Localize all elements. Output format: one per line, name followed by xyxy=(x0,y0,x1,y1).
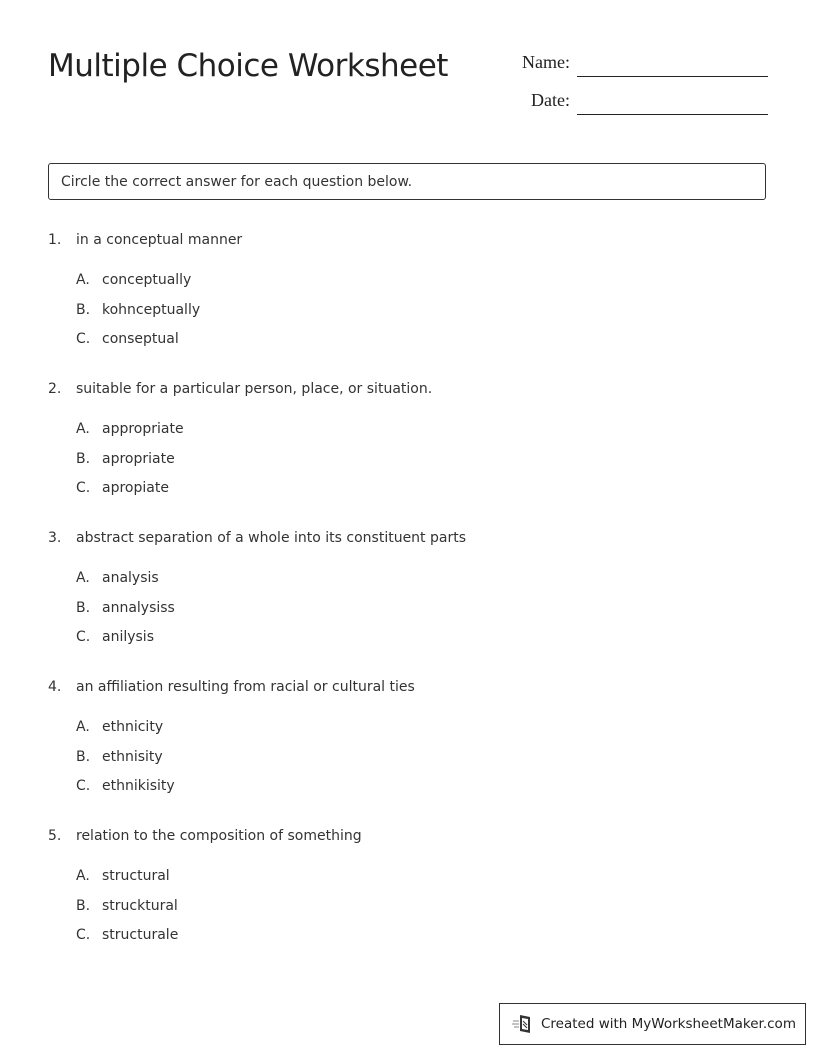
choice-letter: C. xyxy=(76,927,91,943)
choice-text: conseptual xyxy=(102,331,179,347)
choice-text: conceptually xyxy=(102,272,192,288)
choice-text: apropriate xyxy=(102,451,175,467)
choice-letter: A. xyxy=(76,719,90,735)
worksheet-maker-logo-icon xyxy=(512,1013,534,1035)
question-number: 3. xyxy=(48,530,62,546)
choice-text: analysis xyxy=(102,570,159,586)
choice-letter: A. xyxy=(76,421,90,437)
choice-letter: B. xyxy=(76,302,91,318)
question-number: 1. xyxy=(48,232,62,248)
choice-letter: B. xyxy=(76,451,91,467)
question-text: abstract separation of a whole into its constituent parts xyxy=(76,530,467,546)
name-blank-line xyxy=(577,76,768,77)
date-blank-line xyxy=(577,114,768,115)
choice-text: structural xyxy=(102,868,170,884)
name-label: Name: xyxy=(522,52,570,72)
choice-letter: C. xyxy=(76,480,91,496)
choice-letter: A. xyxy=(76,272,90,288)
choice-letter: A. xyxy=(76,868,90,884)
question-text: an affiliation resulting from racial or cultural ties xyxy=(76,679,415,695)
question-number: 2. xyxy=(48,381,62,397)
footer-badge[interactable] xyxy=(499,1003,806,1045)
choice-letter: A. xyxy=(76,570,90,586)
choice-text: structurale xyxy=(102,927,179,943)
footer-text: Created with MyWorksheetMaker.com xyxy=(541,1016,796,1032)
question-text: in a conceptual manner xyxy=(76,232,243,248)
choice-text: anilysis xyxy=(102,629,154,645)
choice-text: appropriate xyxy=(102,421,184,437)
question-text: relation to the composition of something xyxy=(76,828,362,844)
choice-text: apropiate xyxy=(102,480,169,496)
choice-text: annalysiss xyxy=(102,600,175,616)
question-text: suitable for a particular person, place, or situation. xyxy=(76,381,433,397)
choice-letter: C. xyxy=(76,778,91,794)
date-field xyxy=(500,90,768,116)
choice-letter: C. xyxy=(76,629,91,645)
choice-letter: B. xyxy=(76,749,91,765)
choice-text: ethnikisity xyxy=(102,778,175,794)
date-label: Date: xyxy=(531,90,570,110)
question-number: 5. xyxy=(48,828,62,844)
choice-text: strucktural xyxy=(102,898,178,914)
choice-letter: B. xyxy=(76,898,91,914)
choice-letter: B. xyxy=(76,600,91,616)
instructions-box: Circle the correct answer for each question below. xyxy=(48,163,766,200)
question-number: 4. xyxy=(48,679,62,695)
choice-letter: C. xyxy=(76,331,91,347)
choice-text: ethnicity xyxy=(102,719,164,735)
choice-text: ethnisity xyxy=(102,749,163,765)
choice-text: kohnceptually xyxy=(102,302,201,318)
name-field xyxy=(500,52,768,78)
page-title: Multiple Choice Worksheet xyxy=(48,48,448,84)
